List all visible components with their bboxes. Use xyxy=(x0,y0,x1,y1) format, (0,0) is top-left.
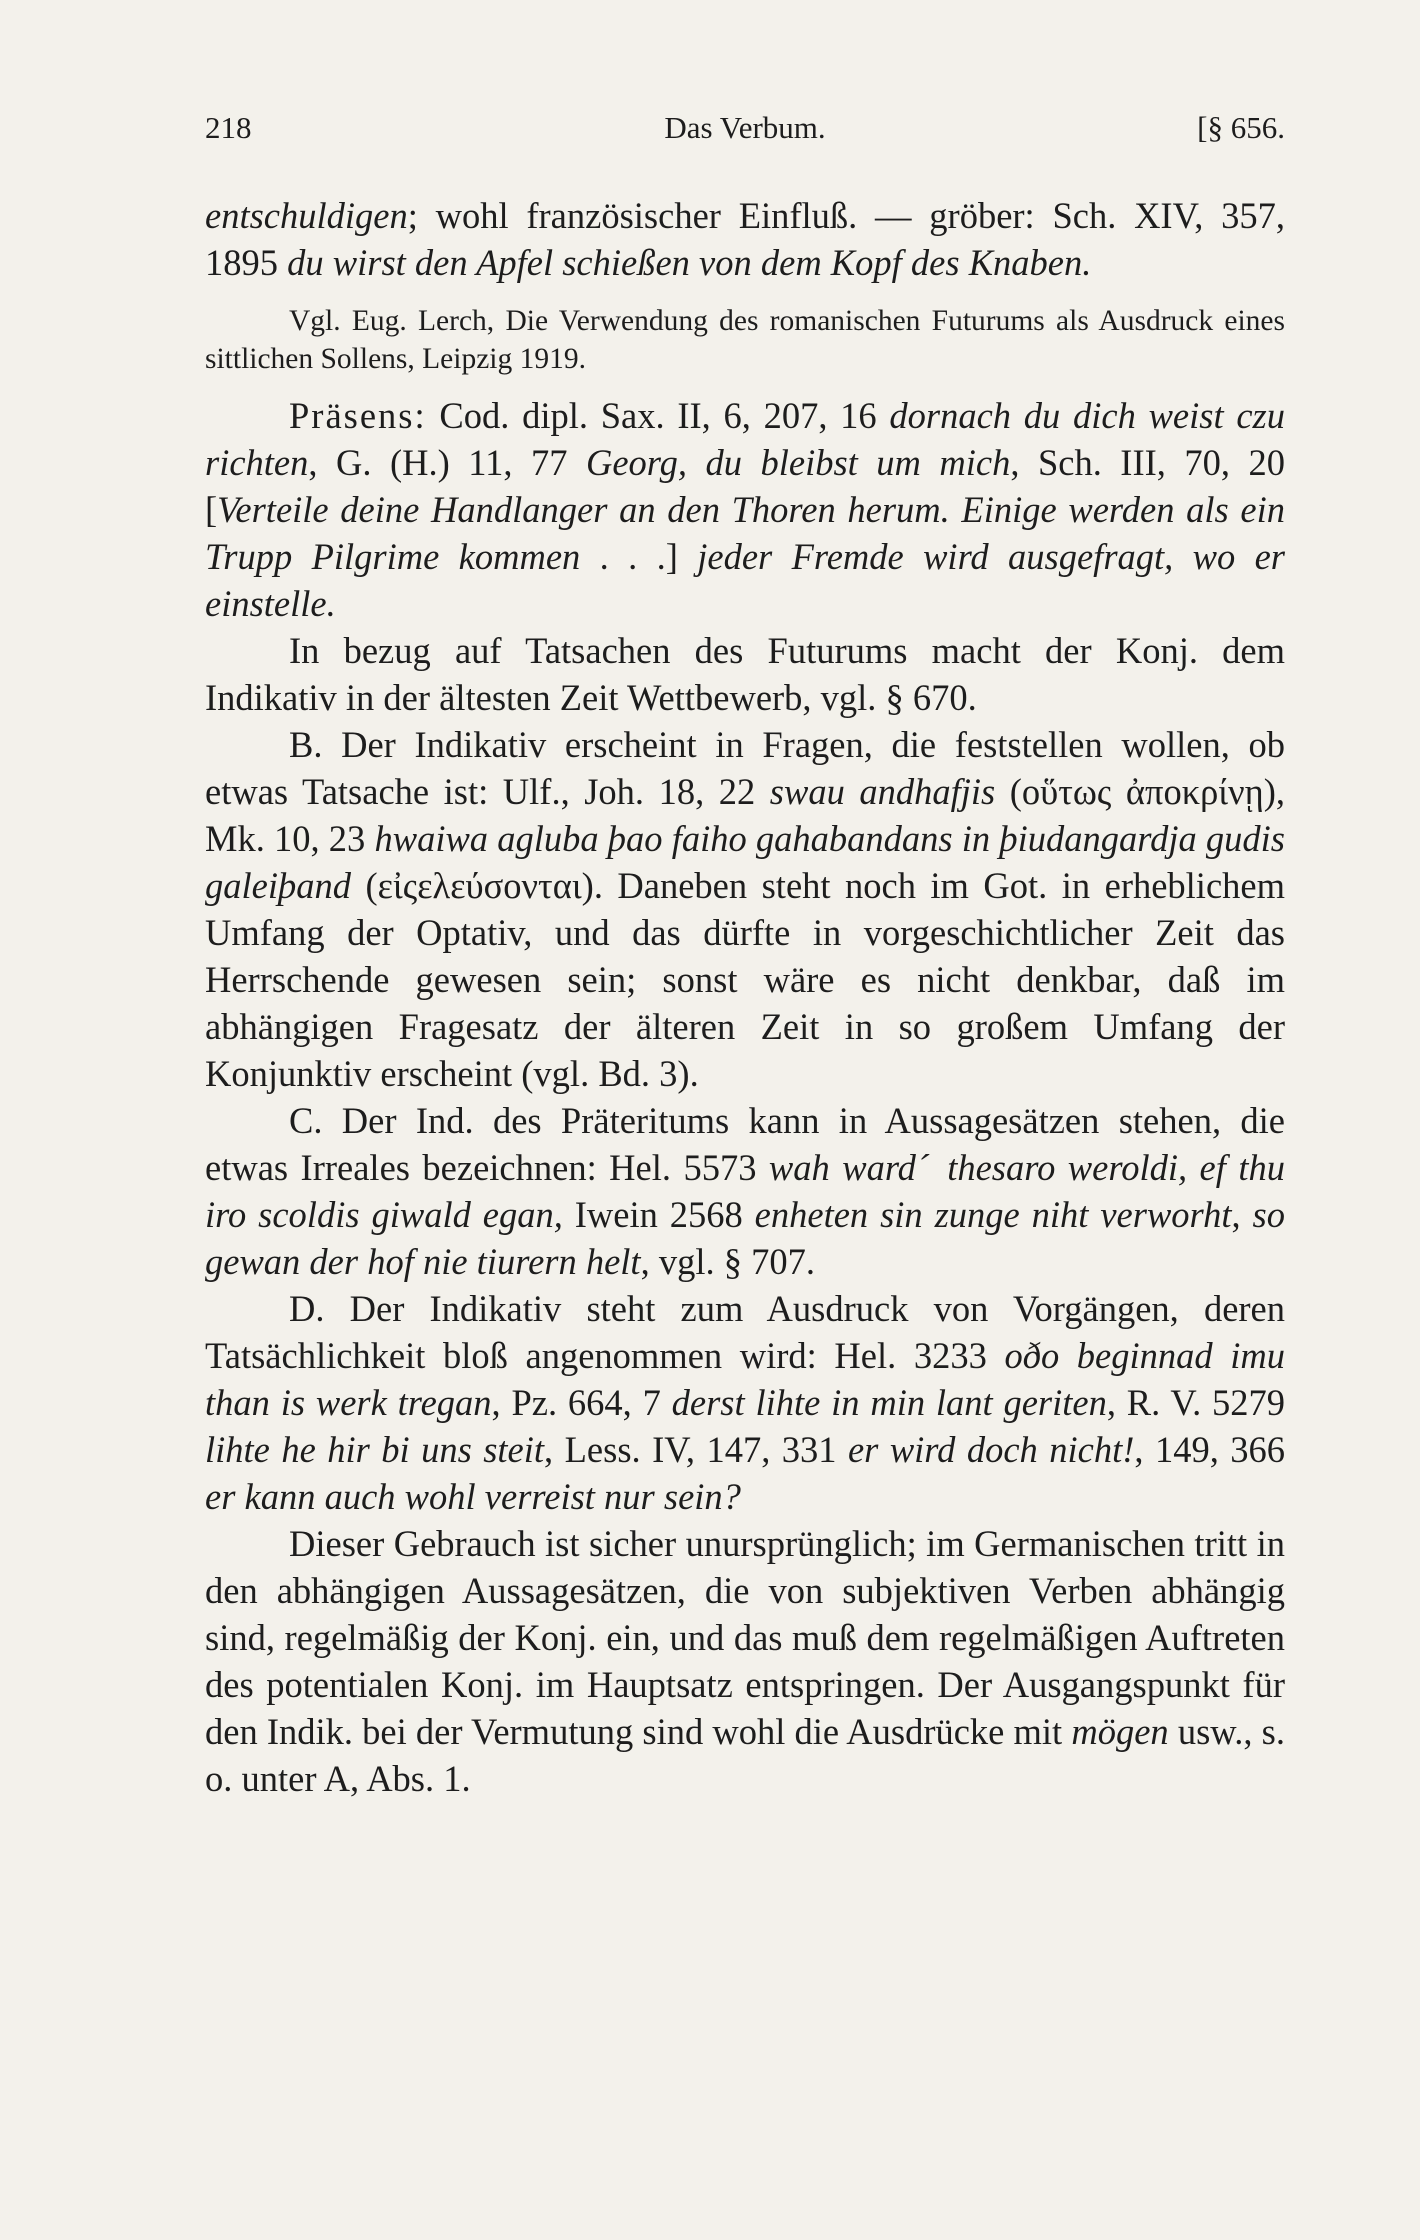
text-segment: , 149, 366 xyxy=(1134,1429,1286,1470)
paragraph-c xyxy=(205,1097,1285,1285)
text-segment: , Less. IV, 147, 331 xyxy=(544,1429,848,1470)
running-title: Das Verbum. xyxy=(664,110,826,145)
text-segment: er wird doch nicht! xyxy=(847,1429,1135,1470)
section-reference: [§ 656. xyxy=(1197,110,1285,145)
text-segment: Iwein 2568 xyxy=(562,1194,755,1235)
text-segment: usw., s. o. unter A, Abs. 1. xyxy=(205,1711,1285,1799)
text-segment: Dieser Gebrauch ist sicher unursprünglich; im Germanischen tritt in den abhängigen Aussagesätzen, die von subjektiven Verben abhängig sind, regelmäßig der Konj. ein, und das muß dem regelmäßigen Auftreten des potentialen Konj. im Hauptsatz entspringen. Der Ausgangspunkt für den Indik. bei der Vermutung sind wohl die Ausdrücke mit xyxy=(205,1523,1285,1752)
text-segment: (οὕτως ἀποκρίνῃ), Mk. 10, 23 xyxy=(205,771,1285,859)
text-segment: Verteile deine Handlanger an den Thoren herum. Einige werden als ein Trupp Pilgrime kommen xyxy=(205,489,1285,577)
text-segment: Vgl. Eug. Lerch, Die Verwendung des romanischen Futurums als Ausdruck eines sittlichen Sollens, Leipzig 1919. xyxy=(205,305,1285,375)
text-segment: so gewan der hof nie tiurern helt xyxy=(205,1194,1285,1282)
text-segment: hwaiwa agluba þao faiho gahabandans in þiudangardja gudis galeiþand xyxy=(205,818,1285,906)
paragraph-continuation xyxy=(205,192,1285,286)
text-segment: er kann auch wohl verreist nur sein? xyxy=(205,1476,741,1517)
text-segment: entschuldigen xyxy=(205,195,408,236)
text-segment: swau andhafjis xyxy=(769,771,996,812)
paragraph-futurum xyxy=(205,627,1285,721)
text-segment: , Pz. 664, 7 xyxy=(491,1382,672,1423)
page-number: 218 xyxy=(205,110,252,145)
text-segment: lihte he hir bi uns steit xyxy=(205,1429,545,1470)
running-header xyxy=(205,108,1285,148)
text-segment: wah wardˊ thesaro weroldi, ef thu iro scoldis giwald egan, xyxy=(205,1147,1285,1235)
text-segment: Präsens: xyxy=(289,395,427,436)
text-segment: , R. V. 5279 xyxy=(1106,1382,1286,1423)
text-segment: Cod. dipl. Sax. II, 6, 207, 16 xyxy=(426,395,890,436)
text-segment: , Sch. III, 70, 20 [ xyxy=(205,442,1285,530)
text-segment: ; wohl französischer Einfluß. — gröber: Sch. XIV, 357, 1895 xyxy=(205,195,1285,283)
text-segment: , vgl. § 707. xyxy=(640,1241,815,1282)
text-segment: Georg, du bleibst um mich xyxy=(585,442,1011,483)
literature-note xyxy=(205,302,1285,378)
text-segment: mögen xyxy=(1071,1711,1169,1752)
text-segment: jeder Fremde wird ausgefragt, wo er einstelle. xyxy=(205,536,1285,624)
text-segment: derst lihte in min lant geriten xyxy=(671,1382,1107,1423)
text-segment: D. Der Indikativ steht zum Ausdruck von Vorgängen, deren Tatsächlichkeit bloß angenommen wird: Hel. 3233 xyxy=(205,1288,1285,1376)
body-text xyxy=(205,192,1285,1802)
text-segment: du wirst den Apfel schießen von dem Kopf des Knaben. xyxy=(287,242,1092,283)
paragraph-summary xyxy=(205,1520,1285,1802)
text-segment: . . .] xyxy=(580,536,698,577)
text-segment: C. Der Ind. des Präteritums kann in Aussagesätzen stehen, die etwas Irreales bezeichnen: Hel. 5573 xyxy=(205,1100,1285,1188)
text-segment: dornach du dich weist czu richten xyxy=(205,395,1285,483)
text-segment: B. Der Indikativ erscheint in Fragen, die feststellen wollen, ob etwas Tatsache ist: Ulf., Joh. 18, 22 xyxy=(205,724,1285,812)
paragraph-d xyxy=(205,1285,1285,1520)
paragraph-praesens xyxy=(205,392,1285,627)
text-segment: (εἰςελεύσονται). Daneben steht noch im Got. in erheblichem Umfang der Optativ, und das dürfte in vorgeschichtlicher Zeit das Herrschende gewesen sein; sonst wäre es nicht denkbar, daß im abhängigen Fragesatz der älteren Zeit in so großem Umfang der Konjunktiv erscheint (vgl. Bd. 3). xyxy=(205,865,1285,1094)
paragraph-b xyxy=(205,721,1285,1097)
text-segment: , G. (H.) 11, 77 xyxy=(308,442,586,483)
text-segment: , xyxy=(1231,1194,1253,1235)
text-segment: In bezug auf Tatsachen des Futurums macht der Konj. dem Indikativ in der ältesten Zeit Wettbewerb, vgl. § 670. xyxy=(205,630,1285,718)
text-segment: enheten sin zunge niht verworht xyxy=(754,1194,1232,1235)
text-segment: oðo beginnad imu than is werk tregan xyxy=(205,1335,1285,1423)
